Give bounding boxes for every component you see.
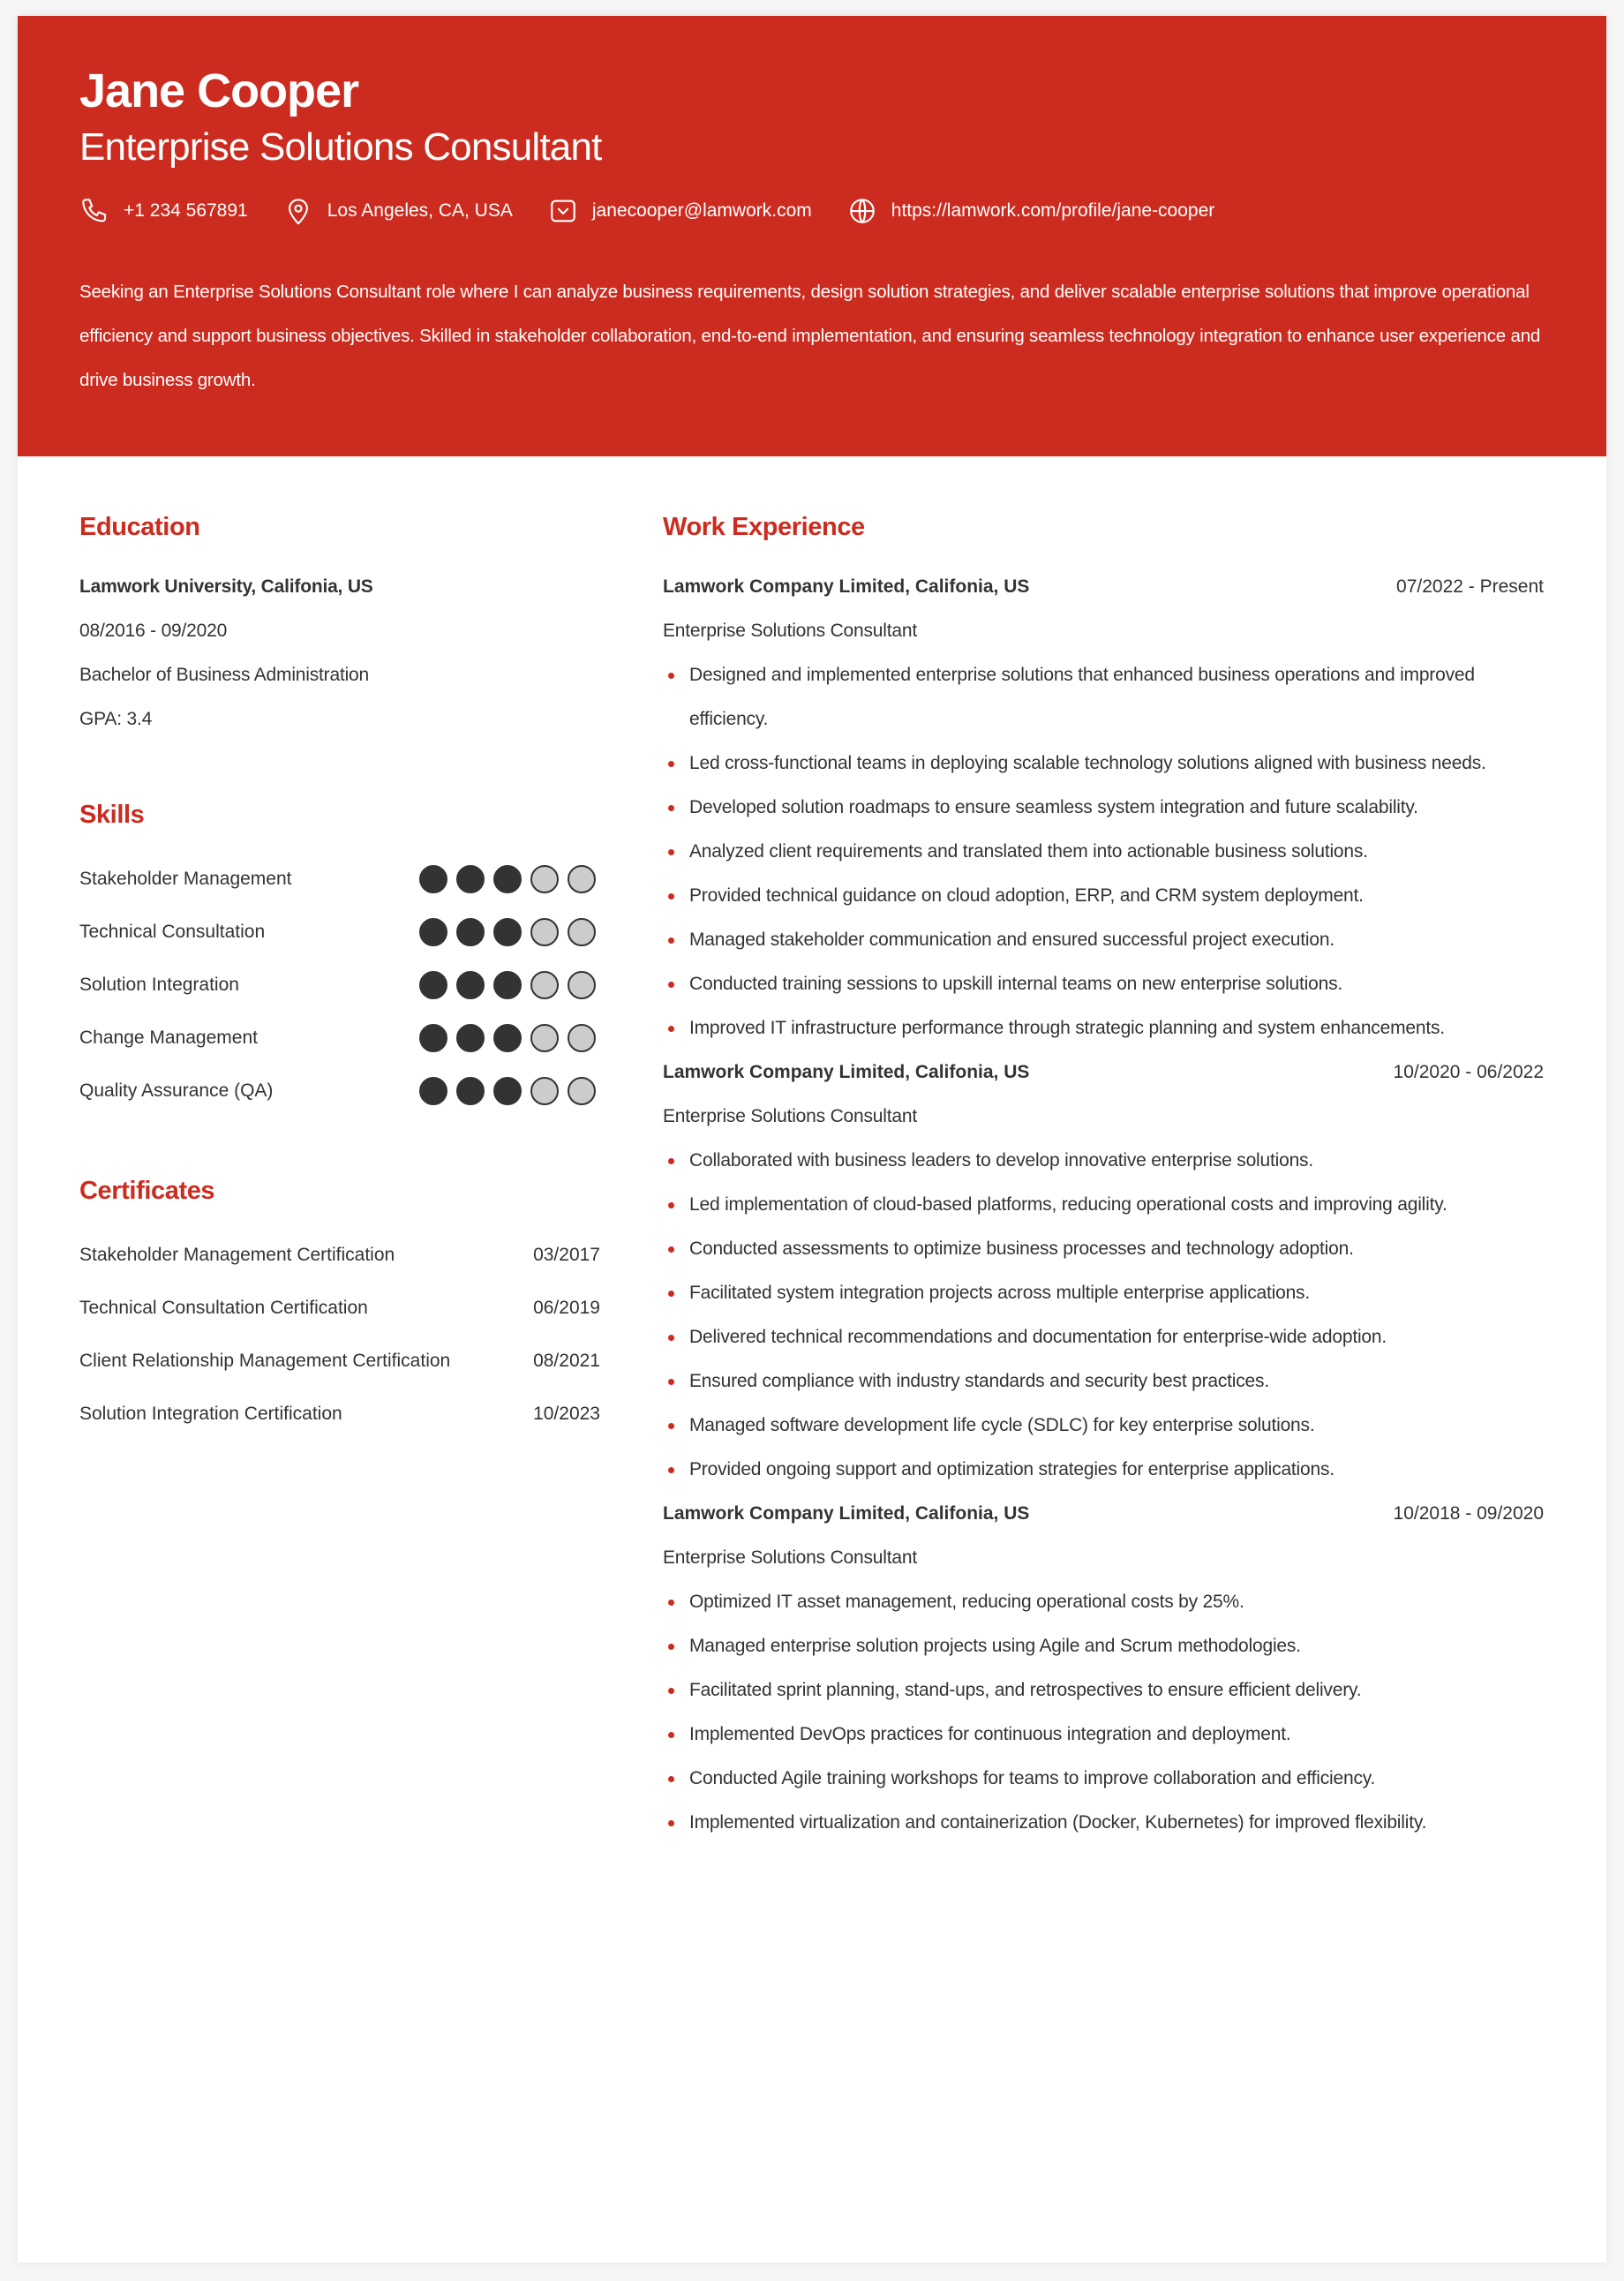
rating-dot-filled [456, 1024, 485, 1052]
job-bullet: Led cross-functional teams in deploying scalable technology solutions aligned with business needs. [663, 742, 1544, 786]
job-header [663, 1050, 1544, 1095]
skill-row [79, 1012, 600, 1065]
skill-name: Technical Consultation [79, 922, 266, 942]
rating-dot-filled [419, 918, 447, 946]
job-bullet: Provided technical guidance on cloud adoption, ERP, and CRM system deployment. [663, 874, 1544, 918]
job-bullets [663, 653, 1544, 1050]
rating-dot-filled [456, 1077, 485, 1105]
job-bullet: Provided ongoing support and optimization strategies for enterprise applications. [663, 1448, 1544, 1492]
education-heading: Education [79, 513, 200, 541]
rating-dot-empty [568, 971, 596, 999]
job-bullets [663, 1139, 1544, 1492]
resume-header [18, 16, 1606, 456]
skill-name: Stakeholder Management [79, 869, 292, 889]
certificate-row [79, 1388, 600, 1441]
certificates-heading: Certificates [79, 1177, 215, 1205]
certificate-row [79, 1282, 600, 1335]
job-bullet: Delivered technical recommendations and documentation for enterprise-wide adoption. [663, 1315, 1544, 1359]
contact-email[interactable] [548, 196, 812, 226]
rating-dot-empty [568, 1077, 596, 1105]
rating-dot-empty [530, 918, 559, 946]
job-entry [663, 1050, 1544, 1492]
rating-dot-filled [456, 918, 485, 946]
candidate-name: Jane Cooper [79, 64, 359, 117]
job-dates: 07/2022 - Present [1396, 576, 1544, 597]
skill-rating [419, 918, 596, 946]
job-dates: 10/2018 - 09/2020 [1393, 1503, 1544, 1524]
contact-location [283, 196, 513, 226]
job-dates: 10/2020 - 06/2022 [1393, 1062, 1544, 1082]
right-column [663, 505, 1544, 1845]
contact-website[interactable] [847, 196, 1215, 226]
rating-dot-filled [493, 918, 522, 946]
certificate-date: 08/2021 [533, 1351, 600, 1371]
location-text: Los Angeles, CA, USA [327, 200, 513, 221]
phone-icon [79, 196, 109, 226]
phone-text: +1 234 567891 [124, 200, 248, 221]
job-entry [663, 565, 1544, 1050]
rating-dot-empty [568, 865, 596, 893]
job-bullet: Designed and implemented enterprise solutions that enhanced business operations and improved efficiency. [663, 653, 1544, 742]
rating-dot-empty [568, 918, 596, 946]
skill-rating [419, 1077, 596, 1105]
certificate-name: Solution Integration Certification [79, 1404, 342, 1424]
job-bullet: Ensured compliance with industry standards and security best practices. [663, 1359, 1544, 1404]
skill-row [79, 959, 600, 1012]
rating-dot-filled [493, 865, 522, 893]
rating-dot-empty [530, 1024, 559, 1052]
rating-dot-filled [419, 865, 447, 893]
education-section [79, 505, 600, 742]
rating-dot-empty [568, 1024, 596, 1052]
website-link[interactable]: https://lamwork.com/profile/jane-cooper [891, 200, 1215, 221]
job-bullet: Led implementation of cloud-based platforms, reducing operational costs and improving agility. [663, 1183, 1544, 1227]
skill-rating [419, 971, 596, 999]
contact-list [79, 196, 1545, 226]
job-bullet: Developed solution roadmaps to ensure seamless system integration and future scalability. [663, 786, 1544, 830]
job-role: Enterprise Solutions Consultant [663, 1106, 917, 1126]
job-entry [663, 1492, 1544, 1845]
work-heading: Work Experience [663, 513, 865, 541]
job-bullet: Implemented DevOps practices for continuous integration and deployment. [663, 1713, 1544, 1757]
job-header [663, 1492, 1544, 1536]
rating-dot-filled [456, 971, 485, 999]
job-bullet: Improved IT infrastructure performance through strategic planning and system enhancements. [663, 1006, 1544, 1050]
rating-dot-filled [456, 865, 485, 893]
job-bullet: Conducted training sessions to upskill internal teams on new enterprise solutions. [663, 962, 1544, 1006]
job-bullet: Collaborated with business leaders to develop innovative enterprise solutions. [663, 1139, 1544, 1183]
certificate-name: Stakeholder Management Certification [79, 1245, 395, 1265]
job-role: Enterprise Solutions Consultant [663, 1547, 917, 1568]
job-company: Lamwork Company Limited, Califonia, US [663, 1503, 1030, 1524]
contact-phone [79, 196, 248, 226]
skill-name: Quality Assurance (QA) [79, 1080, 274, 1101]
certificates-section [79, 1169, 600, 1441]
skill-name: Solution Integration [79, 975, 239, 995]
job-bullet: Optimized IT asset management, reducing operational costs by 25%. [663, 1580, 1544, 1624]
skills-heading: Skills [79, 801, 145, 829]
resume-page [18, 16, 1606, 2262]
rating-dot-empty [530, 865, 559, 893]
job-bullet: Managed software development life cycle (SDLC) for key enterprise solutions. [663, 1404, 1544, 1448]
certificate-date: 10/2023 [533, 1404, 600, 1424]
job-company: Lamwork Company Limited, Califonia, US [663, 576, 1030, 597]
left-column [79, 505, 600, 1492]
summary: Seeking an Enterprise Solutions Consultant role where I can analyze business requirements, design solution strategies, and deliver scalable enterprise solutions that improve operational efficiency and support business objectives. Skilled in stakeholder collaboration, end-to-end implementation, and ensuring seamless technology integration to enhance user experience and drive business growth. [79, 282, 1541, 390]
rating-dot-empty [530, 971, 559, 999]
job-company: Lamwork Company Limited, Califonia, US [663, 1062, 1030, 1082]
skill-rating [419, 865, 596, 893]
job-bullet: Managed enterprise solution projects using Agile and Scrum methodologies. [663, 1624, 1544, 1668]
candidate-title: Enterprise Solutions Consultant [79, 125, 602, 169]
job-bullet: Managed stakeholder communication and ensured successful project execution. [663, 918, 1544, 962]
job-role: Enterprise Solutions Consultant [663, 621, 917, 641]
skill-row [79, 906, 600, 959]
rating-dot-filled [493, 971, 522, 999]
school: Lamwork University, Califonia, US [79, 576, 373, 597]
job-bullet: Implemented virtualization and containerization (Docker, Kubernetes) for improved flexibility. [663, 1801, 1544, 1845]
certificate-name: Technical Consultation Certification [79, 1298, 368, 1318]
certificate-date: 06/2019 [533, 1298, 600, 1318]
globe-icon [847, 196, 877, 226]
rating-dot-empty [530, 1077, 559, 1105]
gpa: GPA: 3.4 [79, 709, 153, 729]
job-header [663, 565, 1544, 609]
skill-name: Change Management [79, 1028, 258, 1048]
degree: Bachelor of Business Administration [79, 665, 370, 685]
rating-dot-filled [419, 1077, 447, 1105]
skill-row [79, 853, 600, 906]
certificate-row [79, 1335, 600, 1388]
skills-section [79, 793, 600, 1118]
job-bullet: Facilitated system integration projects across multiple enterprise applications. [663, 1271, 1544, 1315]
certificate-date: 03/2017 [533, 1245, 600, 1265]
skill-row [79, 1065, 600, 1118]
job-bullets [663, 1580, 1544, 1845]
education-dates: 08/2016 - 09/2020 [79, 621, 228, 641]
rating-dot-filled [493, 1077, 522, 1105]
job-bullet: Conducted Agile training workshops for teams to improve collaboration and efficiency. [663, 1757, 1544, 1801]
job-bullet: Facilitated sprint planning, stand-ups, and retrospectives to ensure efficient delivery. [663, 1668, 1544, 1713]
certificate-name: Client Relationship Management Certification [79, 1351, 451, 1371]
job-bullet: Analyzed client requirements and translated them into actionable business solutions. [663, 830, 1544, 874]
rating-dot-filled [419, 971, 447, 999]
location-pin-icon [283, 196, 313, 226]
job-bullet: Conducted assessments to optimize business processes and technology adoption. [663, 1227, 1544, 1271]
rating-dot-filled [419, 1024, 447, 1052]
skill-rating [419, 1024, 596, 1052]
certificate-row [79, 1229, 600, 1282]
email-link[interactable]: janecooper@lamwork.com [591, 200, 812, 221]
rating-dot-filled [493, 1024, 522, 1052]
mail-icon [548, 196, 578, 226]
